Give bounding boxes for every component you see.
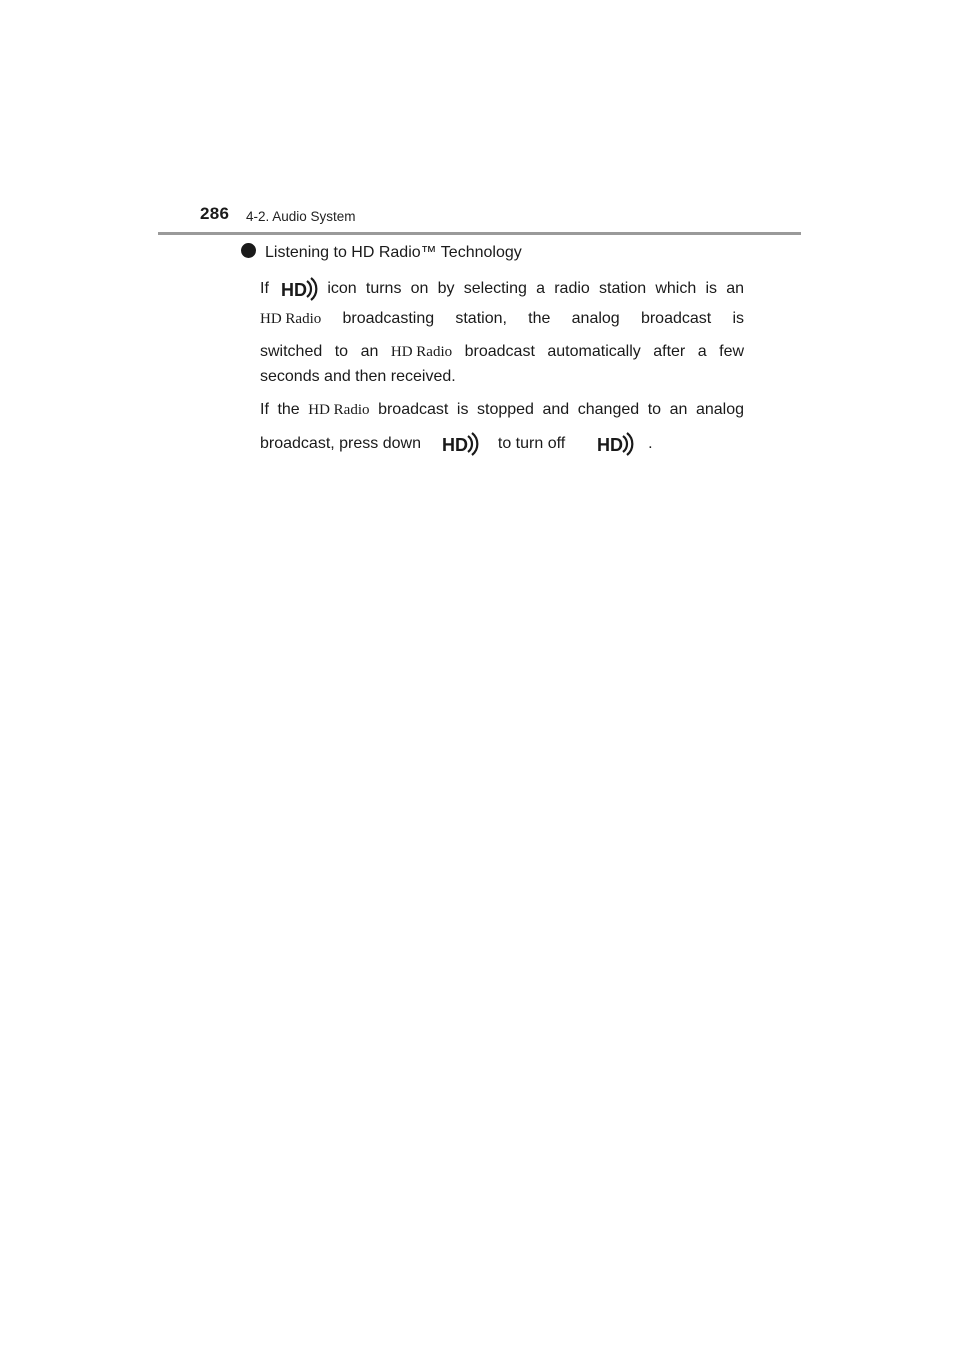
- hd-radio-indicator-icon: [594, 432, 634, 456]
- paragraph-2-line-2: broadcast, press down HD to turn off HD .: [260, 432, 744, 454]
- hd-radio-logo: HD Radio: [308, 402, 370, 418]
- header-rule: [158, 232, 801, 235]
- svg-text:HD: HD: [442, 435, 469, 455]
- section-title: 4-2. Audio System: [246, 209, 356, 224]
- hd-radio-indicator-icon: [278, 277, 318, 301]
- svg-text:HD: HD: [281, 280, 308, 300]
- bullet-heading: [241, 243, 522, 262]
- paragraph-1-line-3: switched to an HD Radio broadcast automatically after a few: [260, 341, 744, 363]
- hd-radio-indicator-icon: [439, 432, 479, 456]
- paragraph-2-line-1: If the HD Radio broadcast is stopped and changed to an analog: [260, 399, 744, 421]
- paragraph-1-line-1: If HD icon turns on by selecting a radio station which is an: [260, 277, 744, 299]
- page-number: 286: [200, 204, 230, 223]
- bullet-dot-icon: [241, 243, 256, 258]
- hd-radio-logo: HD Radio: [390, 344, 453, 360]
- svg-text:HD: HD: [596, 435, 623, 455]
- hd-radio-logo: HD Radio: [260, 311, 322, 327]
- bullet-heading-text: Listening to HD Radio™ Technology: [265, 244, 522, 261]
- paragraph-1-line-2: HD Radio broadcasting station, the analog broadcast is: [260, 308, 744, 330]
- paragraph-1-line-4: seconds and then received.: [260, 368, 456, 385]
